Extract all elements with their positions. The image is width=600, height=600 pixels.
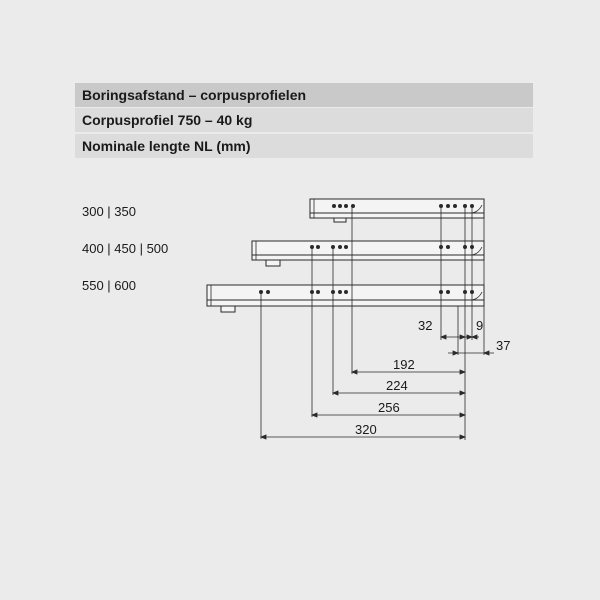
profile-400-500	[252, 241, 484, 266]
dim-label-224: 224	[386, 378, 408, 393]
header-subtitle: Corpusprofiel 750 – 40 kg	[75, 108, 533, 132]
extension-lines	[261, 199, 484, 440]
header-caption: Nominale lengte NL (mm)	[75, 134, 533, 158]
profile-550-600	[207, 285, 484, 312]
row-label-400-500: 400 | 450 | 500	[82, 241, 169, 256]
dim-label-32: 32	[418, 318, 433, 333]
dim-label-9: 9	[476, 318, 484, 333]
dim-label-320: 320	[355, 422, 377, 437]
dim-label-192: 192	[393, 357, 415, 372]
dim-label-37: 37	[496, 338, 511, 353]
dim-label-256: 256	[378, 400, 400, 415]
row-label-300-350: 300 | 350	[82, 204, 136, 219]
row-label-550-600: 550 | 600	[82, 278, 136, 293]
dimension-lines	[261, 335, 494, 439]
profile-300-350	[310, 199, 484, 222]
header-title: Boringsafstand – corpusprofielen	[75, 83, 533, 107]
